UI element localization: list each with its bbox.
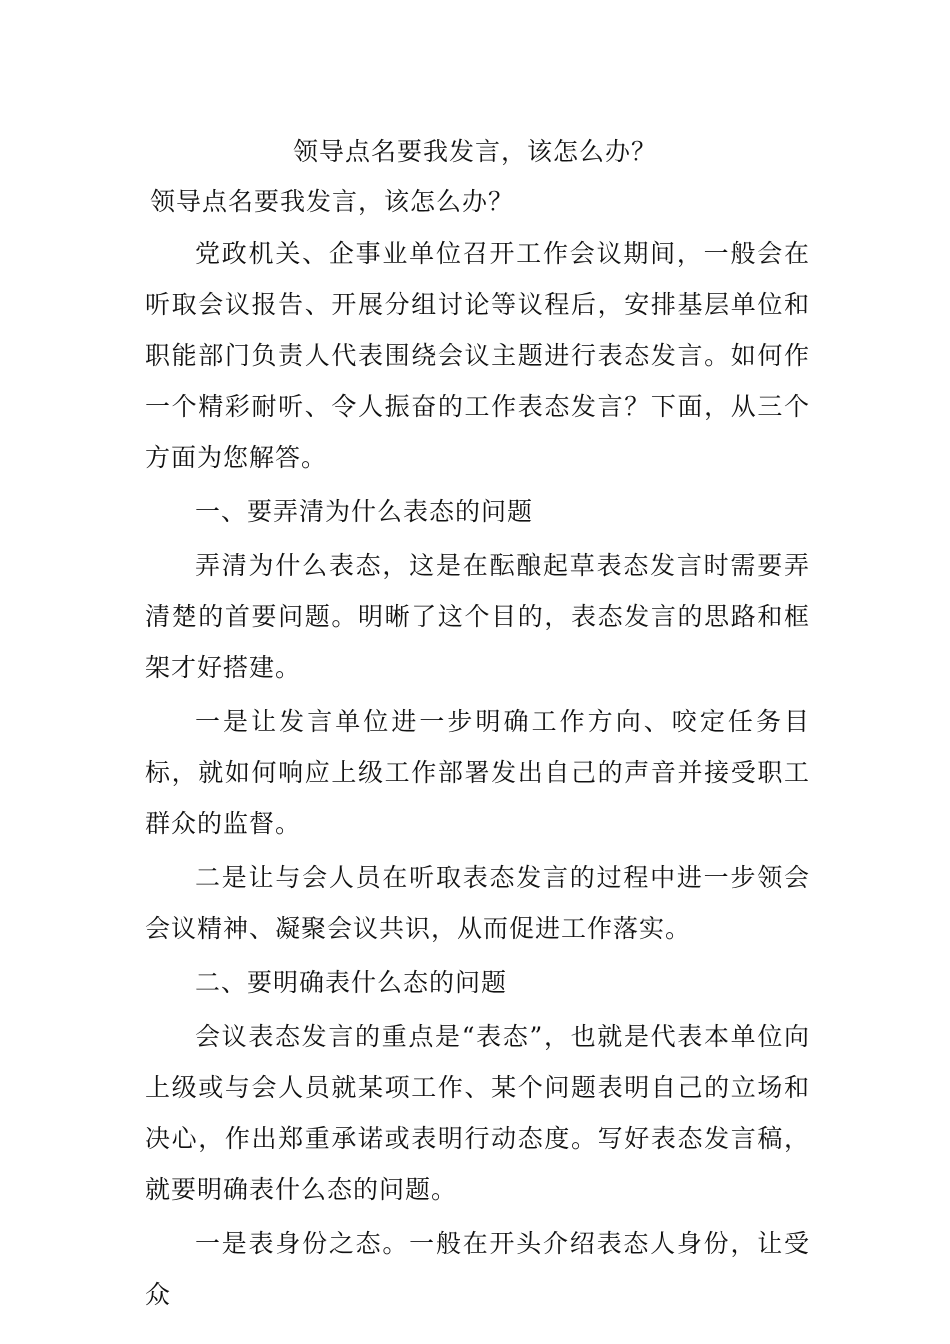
document-subtitle: 领导点名要我发言，该怎么办？ — [150, 187, 515, 216]
paragraph: 二是让与会人员在听取表态发言的过程中进一步领会会议精神、凝聚会议共识，从而促进工作落实。 — [145, 863, 810, 943]
paragraph: 一是表身份之态。一般在开头介绍表态人身份，让受众 — [145, 1229, 810, 1309]
section-heading-1: 一、要弄清为什么表态的问题 — [195, 497, 534, 526]
paragraph: 会议表态发言的重点是“表态”，也就是代表本单位向上级或与会人员就某项工作、某个问题表明自己的立场和决心，作出郑重承诺或表明行动态度。写好表态发言稿，就要明确表什么态的问题。 — [145, 1022, 810, 1204]
paragraph: 弄清为什么表态，这是在酝酿起草表态发言时需要弄清楚的首要问题。明晰了这个目的，表态发言的思路和框架才好搭建。 — [145, 551, 810, 682]
paragraph-intro: 党政机关、企事业单位召开工作会议期间，一般会在听取会议报告、开展分组讨论等议程后，安排基层单位和职能部门负责人代表围绕会议主题进行表态发言。如何作一个精彩耐听、令人振奋的工作表态发言？下面，从三个方面为您解答。 — [145, 239, 810, 472]
section-heading-2: 二、要明确表什么态的问题 — [195, 968, 508, 997]
document-body — [145, 228, 810, 1323]
paragraph: 一是让发言单位进一步明确工作方向、咬定任务目标，就如何响应上级工作部署发出自己的声音并接受职工群众的监督。 — [145, 707, 810, 838]
document-title: 领导点名要我发言，该怎么办？ — [292, 137, 657, 166]
